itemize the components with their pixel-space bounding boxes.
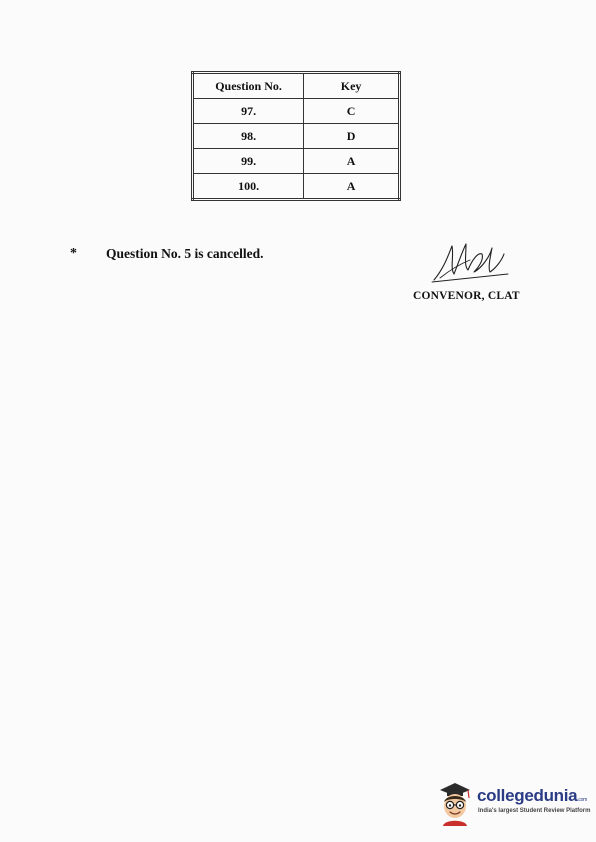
column-header-question: Question No. xyxy=(193,73,304,99)
answer-key-cell: D xyxy=(304,124,400,149)
mascot-logo-icon xyxy=(436,780,474,826)
signatory-title: CONVENOR, CLAT xyxy=(413,290,520,302)
question-number-cell: 98. xyxy=(193,124,304,149)
cancellation-note: Question No. 5 is cancelled. xyxy=(106,246,264,261)
brand-tagline: India's largest Student Review Platform xyxy=(478,808,591,814)
brand-suffix: .com xyxy=(577,797,587,803)
table-row xyxy=(193,149,400,174)
answer-key-table xyxy=(191,71,401,201)
table-row xyxy=(193,174,400,200)
note-marker: * xyxy=(70,246,77,261)
table-row xyxy=(193,99,400,124)
question-number-cell: 99. xyxy=(193,149,304,174)
table-header-row xyxy=(193,73,400,99)
handwritten-signature xyxy=(430,238,510,284)
question-number-cell: 100. xyxy=(193,174,304,200)
column-header-key: Key xyxy=(304,73,400,99)
table-row xyxy=(193,124,400,149)
brand-name-text: collegedunia xyxy=(477,786,578,805)
question-number-cell: 97. xyxy=(193,99,304,124)
answer-key-cell: A xyxy=(304,174,400,200)
answer-key-cell: A xyxy=(304,149,400,174)
collegedunia-watermark xyxy=(436,780,591,826)
brand-name xyxy=(477,786,587,806)
answer-key-cell: C xyxy=(304,99,400,124)
